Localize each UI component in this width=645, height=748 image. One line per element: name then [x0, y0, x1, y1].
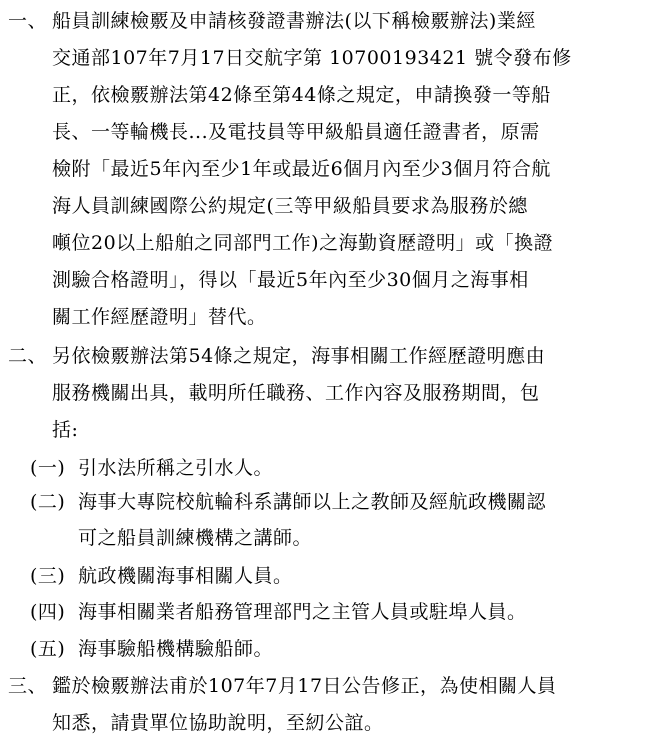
- section-2-marker: 二、: [8, 345, 48, 367]
- list-item-marker: (一): [30, 457, 66, 479]
- section-1-line: 噸位20以上船舶之同部門工作)之海勤資歷證明」或「換證: [52, 232, 554, 254]
- section-2-line: 括:: [52, 419, 79, 441]
- section-2-line: 服務機關出具，載明所任職務、工作內容及服務期間，包: [52, 382, 540, 404]
- section-1-line: 正，依檢覈辦法第42條至第44條之規定，申請換發一等船: [52, 84, 551, 106]
- section-3-line: 鑑於檢覈辦法甫於107年7月17日公告修正，為使相關人員: [52, 675, 557, 697]
- list-item-marker: (四): [30, 601, 66, 623]
- section-1-line: 船員訓練檢覈及申請核發證書辦法(以下稱檢覈辦法)業經: [52, 10, 536, 32]
- list-item: 海事大專院校航輪科系講師以上之教師及經航政機關認: [78, 491, 547, 513]
- list-item-marker: (二): [30, 491, 66, 513]
- section-3-marker: 三、: [8, 675, 48, 697]
- section-1-line: 關工作經歷證明」替代。: [52, 306, 267, 328]
- section-1-line: 測驗合格證明」，得以「最近5年內至少30個月之海事相: [52, 269, 529, 291]
- section-1-line: 長、一等輪機長...及電技員等甲級船員適任證書者，原需: [52, 121, 540, 143]
- list-item-marker: (三): [30, 565, 66, 587]
- section-1-marker: 一、: [8, 10, 48, 32]
- list-item: 引水法所稱之引水人。: [78, 457, 274, 479]
- section-1-line: 海人員訓練國際公約規定(三等甲級船員要求為服務於總: [52, 195, 528, 217]
- list-item-marker: (五): [30, 638, 66, 660]
- section-3-line: 知悉，請貴單位協助說明，至紉公誼。: [52, 712, 384, 734]
- section-1-line: 交通部107年7月17日交航字第 10700193421 號令發布修: [52, 47, 572, 69]
- list-item-continuation: 可之船員訓練機構之講師。: [78, 527, 313, 549]
- list-item: 航政機關海事相關人員。: [78, 565, 293, 587]
- list-item: 海事相關業者船務管理部門之主管人員或駐埠人員。: [78, 601, 527, 623]
- section-2-line: 另依檢覈辦法第54條之規定，海事相關工作經歷證明應由: [52, 345, 546, 367]
- list-item: 海事驗船機構驗船師。: [78, 638, 274, 660]
- section-1-line: 檢附「最近5年內至少1年或最近6個月內至少3個月符合航: [52, 158, 551, 180]
